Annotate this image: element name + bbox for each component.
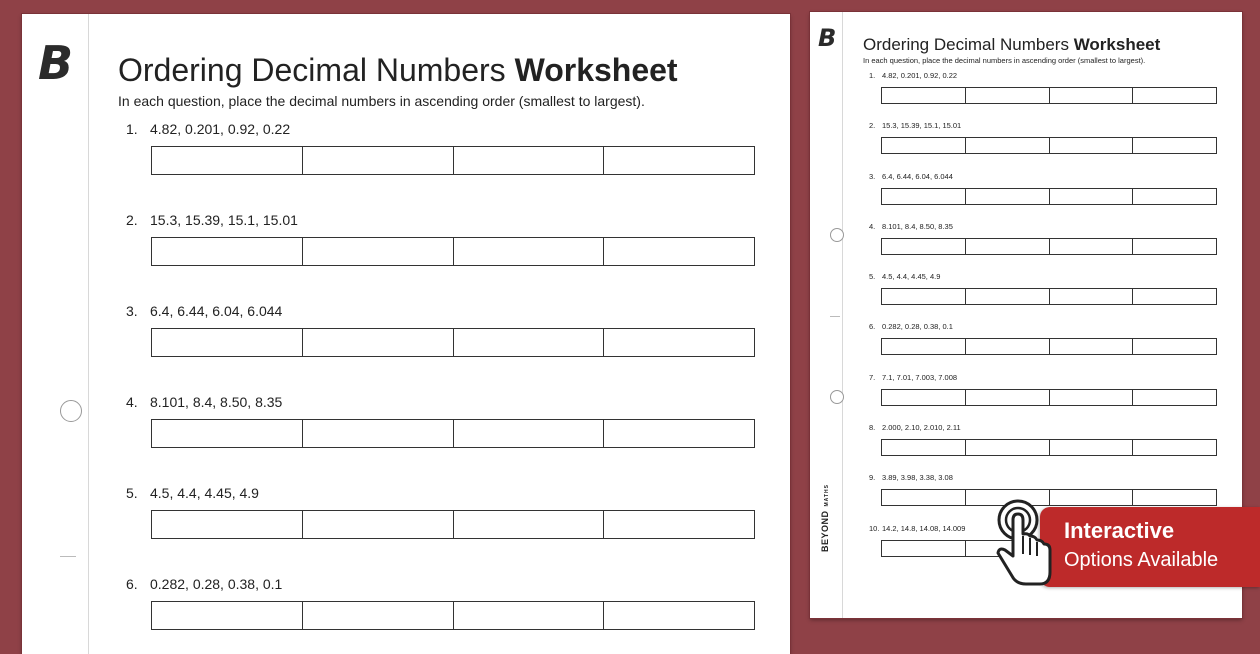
worksheet-title xyxy=(118,52,678,89)
question-number: 5. xyxy=(126,485,138,501)
question-values: 6.4, 6.44, 6.04, 6.044 xyxy=(150,303,283,319)
brand-wordmark xyxy=(820,484,830,552)
worksheet-title xyxy=(863,35,1160,55)
question-number: 4. xyxy=(869,221,876,231)
question-number: 5. xyxy=(869,272,876,282)
answer-cell[interactable] xyxy=(303,147,454,174)
answer-cell[interactable] xyxy=(152,511,303,538)
question-text xyxy=(126,120,755,140)
question-values: 4.5, 4.4, 4.45, 4.9 xyxy=(150,485,259,501)
fold-mark xyxy=(830,316,840,317)
question-item xyxy=(126,211,755,302)
answer-cell[interactable] xyxy=(1050,88,1134,103)
margin-line xyxy=(842,12,843,618)
brand-logo: B xyxy=(818,24,837,52)
question-number: 1. xyxy=(869,71,876,80)
answer-cell[interactable] xyxy=(1133,490,1216,505)
answer-cell[interactable] xyxy=(966,88,1050,103)
answer-cell[interactable] xyxy=(604,511,754,538)
answer-cell[interactable] xyxy=(1050,440,1134,455)
answer-cell[interactable] xyxy=(966,239,1050,254)
brand-wordmark-small: MATHS xyxy=(824,484,830,507)
answer-cell[interactable] xyxy=(1133,289,1216,304)
question-item xyxy=(869,172,1217,222)
answer-cell[interactable] xyxy=(152,147,303,174)
banner-subtitle: Options Available xyxy=(1064,549,1219,571)
question-values: 4.82, 0.201, 0.92, 0.22 xyxy=(150,121,291,137)
question-list xyxy=(126,120,755,654)
question-item xyxy=(869,272,1217,322)
answer-cell[interactable] xyxy=(303,602,454,629)
answer-cell[interactable] xyxy=(604,147,754,174)
worksheet-page-large xyxy=(22,14,790,654)
question-item xyxy=(869,322,1217,372)
question-item xyxy=(869,222,1217,272)
question-text xyxy=(869,172,1217,182)
answer-cell[interactable] xyxy=(604,420,754,447)
question-item xyxy=(126,575,755,654)
answer-cell[interactable] xyxy=(454,147,605,174)
question-values: 15.3, 15.39, 15.1, 15.01 xyxy=(150,212,298,228)
question-values: 4.5, 4.4, 4.45, 4.9 xyxy=(882,272,941,282)
answer-cell[interactable] xyxy=(303,238,454,265)
answer-cell[interactable] xyxy=(1133,440,1216,455)
question-values: 4.82, 0.201, 0.92, 0.22 xyxy=(882,71,958,80)
question-text xyxy=(126,484,755,504)
answer-cell[interactable] xyxy=(454,238,605,265)
question-text xyxy=(869,373,1217,383)
question-text xyxy=(869,121,1217,131)
question-values: 0.282, 0.28, 0.38, 0.1 xyxy=(150,576,283,592)
answer-cell[interactable] xyxy=(882,440,966,455)
question-item xyxy=(126,302,755,393)
answer-row xyxy=(881,137,1217,154)
answer-cell[interactable] xyxy=(1050,239,1134,254)
question-item xyxy=(869,121,1217,171)
answer-cell[interactable] xyxy=(966,339,1050,354)
answer-cell[interactable] xyxy=(882,490,966,505)
answer-cell[interactable] xyxy=(966,138,1050,153)
answer-row xyxy=(881,238,1217,255)
answer-row xyxy=(881,87,1217,104)
title-regular: Ordering Decimal Numbers xyxy=(118,52,515,88)
question-number: 6. xyxy=(126,576,138,592)
brand-wordmark-main: BEYOND xyxy=(820,510,830,552)
question-number: 10. xyxy=(869,523,880,533)
answer-cell[interactable] xyxy=(1050,339,1134,354)
answer-cell[interactable] xyxy=(1050,189,1134,204)
answer-row xyxy=(151,510,755,539)
fold-mark xyxy=(60,556,76,557)
question-number: 2. xyxy=(869,121,876,131)
question-item xyxy=(869,71,1217,121)
answer-cell[interactable] xyxy=(882,541,966,556)
answer-cell[interactable] xyxy=(454,602,605,629)
answer-cell[interactable] xyxy=(1133,339,1216,354)
question-number: 7. xyxy=(869,372,876,382)
answer-cell[interactable] xyxy=(1133,138,1216,153)
answer-cell[interactable] xyxy=(1133,390,1216,405)
answer-cell[interactable] xyxy=(1050,390,1134,405)
title-regular: Ordering Decimal Numbers xyxy=(863,35,1074,54)
punch-hole xyxy=(60,400,82,422)
question-values: 2.000, 2.10, 2.010, 2.11 xyxy=(882,423,961,433)
answer-cell[interactable] xyxy=(454,511,605,538)
answer-cell[interactable] xyxy=(303,511,454,538)
answer-row xyxy=(151,146,755,175)
answer-cell[interactable] xyxy=(1050,289,1134,304)
answer-row xyxy=(881,188,1217,205)
answer-cell[interactable] xyxy=(882,339,966,354)
pointer-hand-icon xyxy=(992,498,1058,590)
instructions: In each question, place the decimal numbers in ascending order (smallest to largest). xyxy=(863,56,1146,65)
answer-row xyxy=(881,338,1217,355)
question-text xyxy=(869,71,1217,81)
answer-cell[interactable] xyxy=(882,289,966,304)
answer-row xyxy=(151,237,755,266)
answer-cell[interactable] xyxy=(152,238,303,265)
answer-cell[interactable] xyxy=(152,602,303,629)
answer-row xyxy=(151,328,755,357)
answer-cell[interactable] xyxy=(604,238,754,265)
banner-title: Interactive xyxy=(1064,518,1175,543)
question-number: 9. xyxy=(869,473,876,483)
question-number: 3. xyxy=(869,171,876,181)
answer-row xyxy=(881,288,1217,305)
punch-hole xyxy=(830,390,844,404)
question-number: 2. xyxy=(126,212,138,228)
answer-cell[interactable] xyxy=(1050,138,1134,153)
question-values: 6.4, 6.44, 6.04, 6.044 xyxy=(882,171,953,181)
question-text xyxy=(869,272,1217,282)
answer-cell[interactable] xyxy=(303,420,454,447)
answer-cell[interactable] xyxy=(1133,189,1216,204)
answer-cell[interactable] xyxy=(303,329,454,356)
question-text xyxy=(869,473,1217,483)
question-item xyxy=(126,120,755,211)
answer-cell[interactable] xyxy=(966,189,1050,204)
answer-cell[interactable] xyxy=(966,390,1050,405)
question-values: 15.3, 15.39, 15.1, 15.01 xyxy=(882,121,962,131)
answer-cell[interactable] xyxy=(604,602,754,629)
question-text xyxy=(869,322,1217,332)
answer-row xyxy=(881,389,1217,406)
question-item xyxy=(869,373,1217,423)
question-number: 3. xyxy=(126,303,138,319)
question-number: 1. xyxy=(126,121,138,137)
question-item xyxy=(126,393,755,484)
answer-cell[interactable] xyxy=(1050,490,1134,505)
question-text xyxy=(869,423,1217,433)
question-values: 14.2, 14.8, 14.08, 14.009 xyxy=(882,523,966,533)
answer-cell[interactable] xyxy=(454,329,605,356)
answer-row xyxy=(881,439,1217,456)
question-values: 7.1, 7.01, 7.003, 7.008 xyxy=(882,372,958,382)
brand-logo: B xyxy=(38,36,74,90)
answer-cell[interactable] xyxy=(882,189,966,204)
answer-row xyxy=(151,601,755,630)
question-text xyxy=(126,302,755,322)
question-values: 8.101, 8.4, 8.50, 8.35 xyxy=(150,394,283,410)
question-text xyxy=(869,222,1217,232)
title-bold: Worksheet xyxy=(1073,35,1161,54)
question-number: 8. xyxy=(869,423,876,433)
question-text xyxy=(126,393,755,413)
question-values: 0.282, 0.28, 0.38, 0.1 xyxy=(882,322,953,332)
instructions: In each question, place the decimal numbers in ascending order (smallest to largest). xyxy=(118,93,645,109)
interactive-options-banner[interactable] xyxy=(1040,507,1260,587)
question-values: 3.89, 3.98, 3.38, 3.08 xyxy=(882,473,953,483)
answer-cell[interactable] xyxy=(1133,88,1216,103)
answer-cell[interactable] xyxy=(152,420,303,447)
answer-cell[interactable] xyxy=(152,329,303,356)
title-bold: Worksheet xyxy=(514,52,678,88)
question-item xyxy=(126,484,755,575)
answer-cell[interactable] xyxy=(966,440,1050,455)
question-item xyxy=(869,423,1217,473)
answer-cell[interactable] xyxy=(882,390,966,405)
question-number: 4. xyxy=(126,394,138,410)
answer-row xyxy=(151,419,755,448)
answer-cell[interactable] xyxy=(882,88,966,103)
answer-cell[interactable] xyxy=(604,329,754,356)
answer-cell[interactable] xyxy=(966,289,1050,304)
question-values: 8.101, 8.4, 8.50, 8.35 xyxy=(882,221,953,231)
question-text xyxy=(126,211,755,231)
answer-cell[interactable] xyxy=(882,138,966,153)
answer-cell[interactable] xyxy=(454,420,605,447)
punch-hole xyxy=(830,228,844,242)
answer-cell[interactable] xyxy=(882,239,966,254)
question-text xyxy=(126,575,755,595)
margin-line xyxy=(88,14,89,654)
question-number: 6. xyxy=(869,322,876,332)
answer-cell[interactable] xyxy=(1133,239,1216,254)
